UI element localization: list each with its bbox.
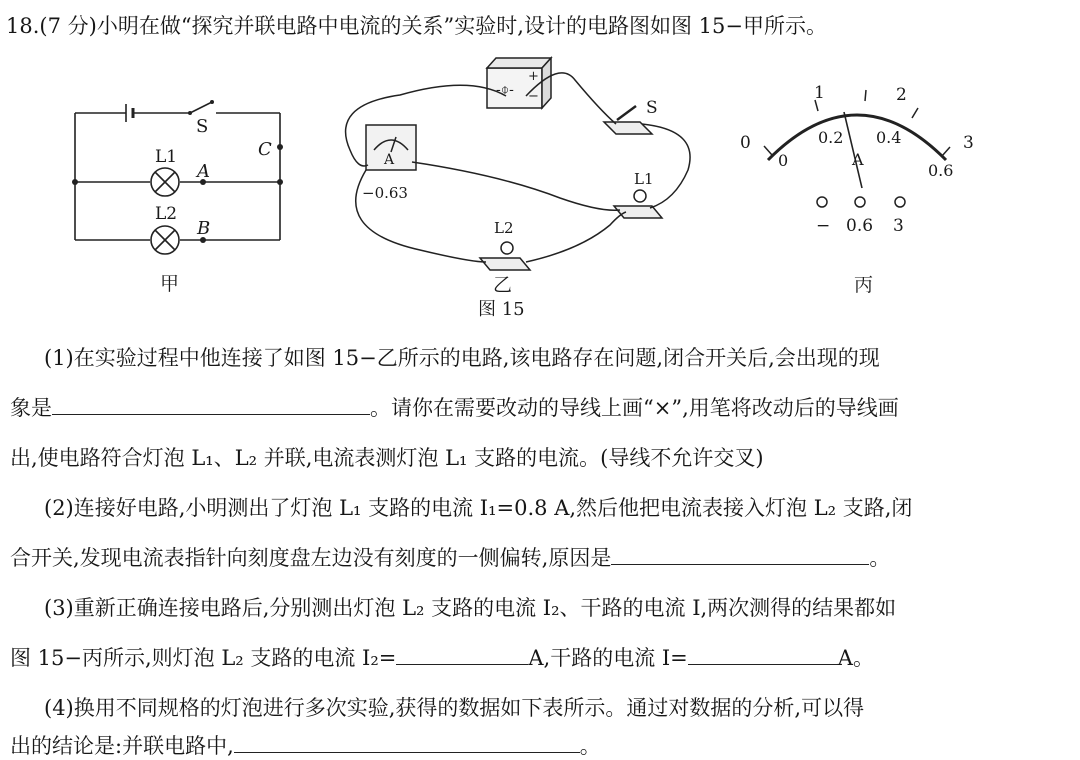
part4-line2 — [10, 730, 601, 760]
part2-line1: (2)连接好电路,小明测出了灯泡 L₁ 支路的电流 I₁=0.8 A,然后他把电流表接入灯泡 L₂ 支路,闭 — [44, 496, 913, 520]
part1-prefix: 象是 — [10, 396, 52, 420]
junction-dots — [72, 100, 283, 243]
part2-suffix: 。 — [869, 546, 891, 570]
dial-terminal-06: 0.6 — [846, 216, 874, 236]
circuit-diagram-jia — [75, 102, 280, 254]
part4-suffix: 。 — [579, 734, 601, 758]
part1-line3: 出,使电路符合灯泡 L₁、L₂ 并联,电流表测灯泡 L₁ 支路的电流。(导线不允许交叉) — [10, 446, 764, 470]
jia-point-b: B — [197, 218, 211, 239]
figure-caption: 图 15 — [478, 299, 525, 320]
part4-line1: (4)换用不同规格的灯泡进行多次实验,获得的数据如下表所示。通过对数据的分析,可以得 — [44, 696, 865, 720]
answer-blank-2[interactable] — [611, 544, 869, 565]
yi-lamp2-label: L2 — [494, 219, 514, 237]
dial-upper-2: 2 — [896, 85, 907, 105]
part3-suffix: A。 — [837, 646, 874, 670]
dial-lower-1: 0.2 — [818, 128, 844, 147]
part3-line1: (3)重新正确连接电路后,分别测出灯泡 L₂ 支路的电流 I₂、干路的电流 I,两次测得的结果都如 — [44, 596, 897, 620]
part1-suffix: 。请你在需要改动的导线上画“×”,用笔将改动后的导线画 — [370, 396, 899, 420]
yi-battery-plus: + — [528, 69, 539, 84]
yi-switch-label: S — [646, 98, 658, 118]
part3-line2 — [10, 642, 874, 672]
jia-lamp2-label: L2 — [155, 204, 178, 224]
yi-lamp1-label: L1 — [634, 170, 654, 188]
dial-lower-0: 0 — [778, 151, 789, 170]
part3-mid: A,干路的电流 I= — [528, 646, 688, 670]
jia-point-c: C — [258, 139, 272, 160]
part2-line2 — [10, 542, 890, 572]
answer-blank-4[interactable] — [688, 644, 838, 665]
dial-lower-2: 0.4 — [876, 128, 902, 147]
answer-blank-1[interactable] — [52, 394, 370, 415]
yi-ammeter-symbol: A — [384, 152, 395, 168]
question-title: 18.(7 分)小明在做“探究并联电路中电流的关系”实验时,设计的电路图如图 15−甲所示。 — [6, 14, 827, 38]
part3-prefix: 图 15−丙所示,则灯泡 L₂ 支路的电流 I₂= — [10, 646, 397, 670]
dial-upper-1: 1 — [814, 83, 825, 103]
part1-line2 — [10, 392, 899, 422]
figure-15 — [0, 0, 1080, 330]
dial-unit: A — [852, 150, 864, 169]
ammeter-dial-bing — [764, 90, 950, 207]
jia-label: 甲 — [160, 273, 180, 295]
jia-point-a: A — [197, 161, 210, 182]
dial-upper-0: 0 — [740, 133, 751, 153]
yi-battery-sign: -⌽- — [496, 82, 514, 98]
dial-upper-3: 3 — [963, 133, 974, 153]
yi-label: 乙 — [493, 274, 513, 296]
dial-lower-3: 0.6 — [928, 161, 954, 180]
bing-label: 丙 — [854, 274, 874, 296]
answer-blank-5[interactable] — [234, 732, 580, 753]
yi-battery-minus: − — [528, 89, 539, 104]
dial-terminal-minus: − — [816, 216, 831, 236]
part4-prefix: 出的结论是:并联电路中, — [10, 734, 234, 758]
jia-lamp1-label: L1 — [155, 147, 178, 167]
dial-terminal-3: 3 — [893, 216, 904, 236]
yi-ammeter-terminals: −0.63 — [362, 184, 408, 202]
circuit-diagram-yi — [346, 58, 691, 270]
jia-switch-label: S — [196, 116, 209, 137]
part2-prefix: 合开关,发现电流表指针向刻度盘左边没有刻度的一侧偏转,原因是 — [10, 546, 612, 570]
answer-blank-3[interactable] — [396, 644, 528, 665]
part1-line1: (1)在实验过程中他连接了如图 15−乙所示的电路,该电路存在问题,闭合开关后,会出现的现 — [44, 346, 880, 370]
